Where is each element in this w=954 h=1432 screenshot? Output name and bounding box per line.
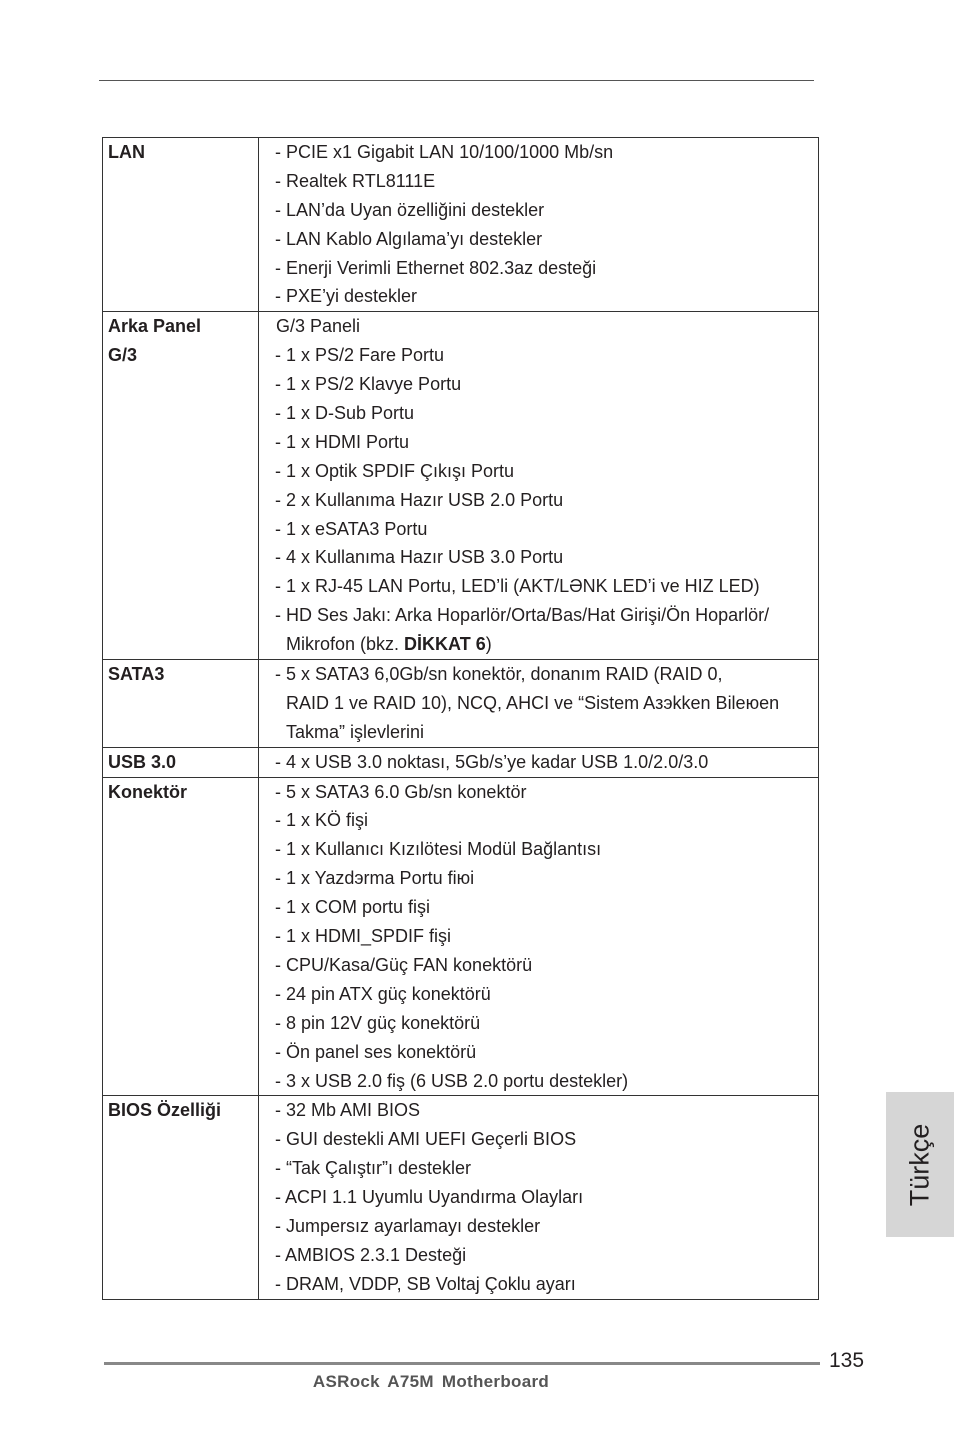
page-number: 135 bbox=[829, 1349, 865, 1372]
language-tab-label: Türkçe bbox=[904, 1123, 935, 1206]
spec-line-text: - PCIE x1 Gigabit LAN 10/100/1000 Mb/sn bbox=[275, 142, 614, 162]
spec-line-text: - 1 x PS/2 Fare Portu bbox=[275, 345, 445, 366]
spec-line-text: - Ön panel ses konektörü bbox=[275, 1041, 477, 1062]
spec-line-text: - 1 x RJ-45 LAN Portu, LED’li (AKT/LƏNK LED’i ve HIZ LED) bbox=[275, 576, 760, 597]
spec-line bbox=[259, 1212, 818, 1241]
spec-line-bold: DİKKAT 6 bbox=[404, 634, 486, 655]
spec-line bbox=[259, 980, 818, 1009]
spec-line bbox=[259, 1038, 818, 1067]
spec-label: USB 3.0 bbox=[108, 751, 177, 772]
spec-line bbox=[259, 601, 818, 630]
spec-line-text: - Realtek RTL8111E bbox=[275, 170, 436, 191]
spec-label-cell bbox=[103, 660, 259, 748]
spec-line bbox=[259, 1154, 818, 1183]
spec-label: SATA3 bbox=[108, 664, 165, 685]
spec-line-text: G/3 Paneli bbox=[276, 316, 361, 337]
spec-line-text: - Jumpersız ayarlamayı destekler bbox=[275, 1215, 541, 1236]
spec-line-text: - HD Ses Jakı: Arka Hoparlör/Orta/Bas/Hat Girişi/Ön Hoparlör/ bbox=[275, 605, 770, 626]
spec-line-text: - DRAM, VDDP, SB Voltaj Çoklu ayarı bbox=[275, 1273, 576, 1294]
spec-line-text: - 24 pin ATX güç konektörü bbox=[275, 983, 491, 1004]
footer-title-text: ASRock A75M Motherboard bbox=[312, 1372, 550, 1391]
spec-row bbox=[103, 777, 819, 1096]
spec-line bbox=[259, 312, 818, 341]
spec-line-text: - 1 x Kullanıcı Kızılötesi Modül Bağlantısı bbox=[275, 839, 602, 860]
spec-line bbox=[259, 515, 818, 544]
spec-line bbox=[259, 167, 818, 196]
spec-line bbox=[259, 254, 818, 283]
spec-line bbox=[259, 1096, 818, 1125]
spec-table-body bbox=[103, 138, 819, 1300]
spec-label-cell bbox=[103, 312, 259, 660]
spec-row bbox=[103, 1096, 819, 1299]
spec-line-text: - LAN Kablo Algılama’yı destekler bbox=[275, 228, 543, 249]
spec-value-cell bbox=[259, 747, 819, 777]
spec-line-text: - 3 x USB 2.0 fiş (6 USB 2.0 portu destekler) bbox=[275, 1070, 629, 1091]
spec-row bbox=[103, 312, 819, 660]
spec-line-text: - 5 x SATA3 6,0Gb/sn konektör, donanım RAID (RAID 0, bbox=[275, 664, 723, 685]
spec-line-text: - AMBIOS 2.3.1 Desteği bbox=[275, 1244, 467, 1265]
spec-line bbox=[259, 572, 818, 601]
spec-table bbox=[102, 137, 819, 1300]
spec-line-text: Mikrofon (bkz. bbox=[286, 634, 405, 655]
spec-line bbox=[259, 196, 818, 225]
spec-line bbox=[259, 951, 818, 980]
spec-line bbox=[259, 748, 818, 777]
spec-label: G/3 bbox=[108, 345, 138, 366]
spec-row bbox=[103, 138, 819, 312]
spec-line-text: - 32 Mb AMI BIOS bbox=[275, 1100, 421, 1121]
spec-line bbox=[259, 806, 818, 835]
spec-line bbox=[259, 543, 818, 572]
spec-value-cell bbox=[259, 312, 819, 660]
spec-line-text: - 4 x Kullanıma Hazır USB 3.0 Portu bbox=[275, 547, 564, 568]
spec-line bbox=[259, 1067, 818, 1096]
spec-line-text: - “Tak Çalıştır”ı destekler bbox=[275, 1158, 472, 1179]
spec-line-text: - 1 x PS/2 Klavye Portu bbox=[275, 374, 462, 395]
spec-line-text: - 1 x D-Sub Portu bbox=[275, 403, 415, 424]
spec-line-text: - 2 x Kullanıma Hazır USB 2.0 Portu bbox=[275, 489, 564, 510]
spec-line-text: - Enerji Verimli Ethernet 802.3az desteği bbox=[275, 257, 597, 278]
spec-value-cell bbox=[259, 138, 819, 312]
spec-line bbox=[259, 718, 818, 747]
spec-line-text: - 8 pin 12V güç konektörü bbox=[275, 1012, 481, 1033]
language-tab bbox=[886, 1092, 954, 1237]
spec-line-suffix: ) bbox=[485, 634, 492, 655]
spec-line bbox=[259, 225, 818, 254]
spec-line bbox=[259, 428, 818, 457]
spec-line-text: - PXE’yi destekler bbox=[275, 286, 418, 307]
spec-line-text: - 1 x KÖ fişi bbox=[275, 810, 369, 831]
spec-line bbox=[259, 689, 818, 718]
spec-label-cell bbox=[103, 1096, 259, 1299]
spec-line bbox=[259, 399, 818, 428]
spec-line-text: - 1 x HDMI Portu bbox=[275, 431, 410, 452]
spec-label: BIOS Özelliği bbox=[108, 1100, 222, 1121]
spec-line bbox=[259, 893, 818, 922]
spec-value-cell bbox=[259, 660, 819, 748]
spec-line bbox=[259, 341, 818, 370]
spec-line bbox=[259, 457, 818, 486]
spec-line-text: - LAN’da Uyan özelliğini destekler bbox=[275, 199, 545, 220]
spec-line-text: - 1 x HDMI_SPDIF fişi bbox=[275, 926, 452, 947]
spec-label-cell bbox=[103, 138, 259, 312]
spec-line bbox=[259, 922, 818, 951]
spec-value-cell bbox=[259, 1096, 819, 1299]
spec-line bbox=[259, 660, 818, 689]
spec-line bbox=[259, 1270, 818, 1299]
spec-line bbox=[259, 864, 818, 893]
spec-label: Konektör bbox=[108, 781, 188, 802]
spec-line bbox=[259, 1241, 818, 1270]
spec-line bbox=[259, 1009, 818, 1038]
spec-line bbox=[259, 1183, 818, 1212]
spec-line-text: RAID 1 ve RAID 10), NCQ, AHCI ve “Sistem Aзэkken Bileюen bbox=[286, 692, 780, 713]
spec-line-text: - 4 x USB 3.0 noktası, 5Gb/s’ye kadar USB 1.0/2.0/3.0 bbox=[275, 751, 709, 772]
spec-line bbox=[259, 835, 818, 864]
spec-row bbox=[103, 660, 819, 748]
spec-line bbox=[259, 486, 818, 515]
header-rule bbox=[99, 80, 814, 81]
spec-line bbox=[259, 630, 818, 659]
spec-label-cell bbox=[103, 777, 259, 1096]
footer-rule bbox=[104, 1362, 820, 1365]
spec-label: Arka Panel bbox=[108, 316, 202, 337]
spec-line-text: - GUI destekli AMI UEFI Geçerli BIOS bbox=[275, 1129, 577, 1150]
spec-label-cell bbox=[103, 747, 259, 777]
spec-line-text: - 1 x COM portu fişi bbox=[275, 897, 431, 918]
spec-line-text: Takma” işlevlerini bbox=[286, 721, 425, 742]
spec-label: LAN bbox=[108, 142, 145, 162]
spec-line-text: - 1 x eSATA3 Portu bbox=[275, 518, 428, 539]
spec-line bbox=[259, 1125, 818, 1154]
spec-line bbox=[259, 282, 818, 311]
spec-line-text: - ACPI 1.1 Uyumlu Uyandırma Olayları bbox=[275, 1187, 584, 1208]
footer-title bbox=[0, 1372, 954, 1392]
spec-line-text: - 1 x Optik SPDIF Çıkışı Portu bbox=[275, 460, 515, 481]
spec-line-text: - 1 x Yazdэrma Portu fiюi bbox=[275, 868, 475, 889]
spec-line bbox=[259, 138, 818, 167]
spec-line-text: - CPU/Kasa/Güç FAN konektörü bbox=[275, 954, 533, 975]
spec-value-cell bbox=[259, 777, 819, 1096]
spec-row bbox=[103, 747, 819, 777]
spec-line bbox=[259, 778, 818, 807]
spec-line bbox=[259, 370, 818, 399]
spec-line-text: - 5 x SATA3 6.0 Gb/sn konektör bbox=[275, 781, 527, 802]
